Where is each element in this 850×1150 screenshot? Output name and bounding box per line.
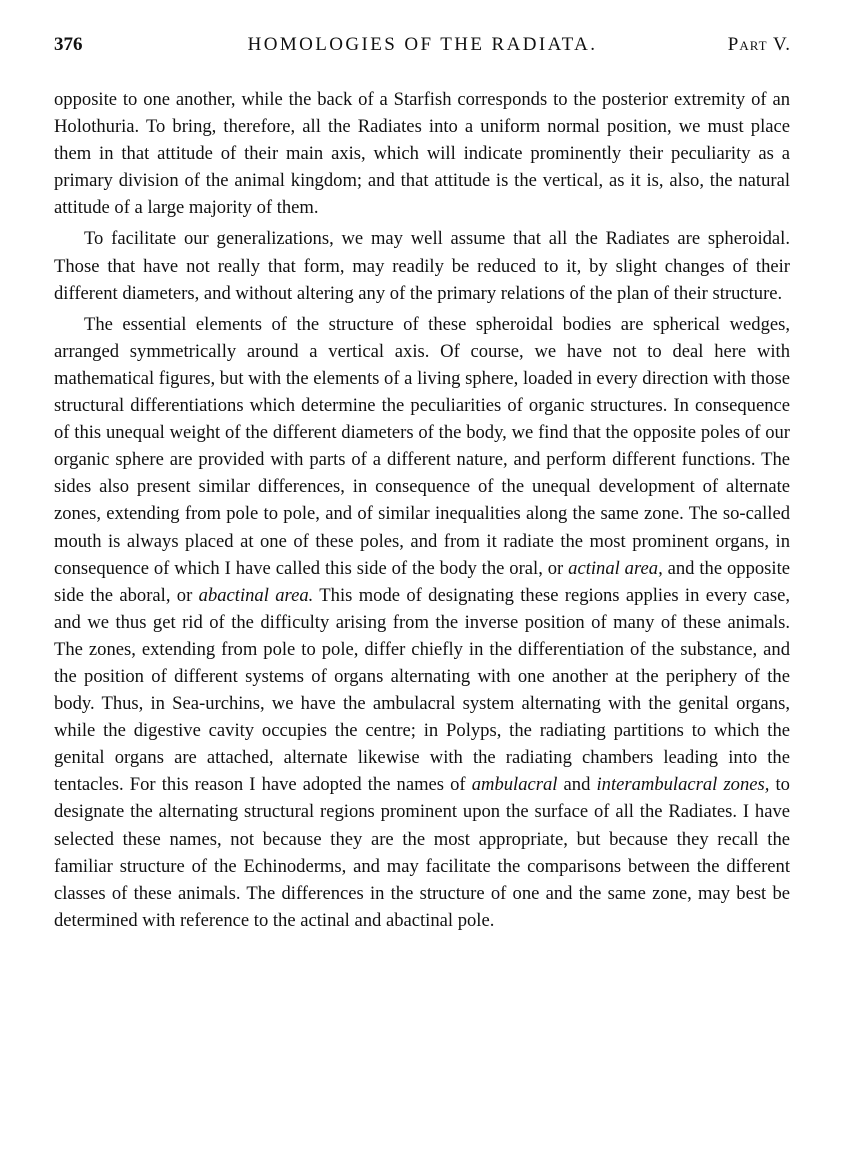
italic-term: ambulacral (471, 774, 558, 796)
running-title: HOMOLOGIES OF THE RADIATA. (247, 34, 598, 55)
text-run: To facilitate our generalizations, we may well assume that all the Radiates are spheroidal. Those that have not really that form, may readily be reduced to it, by slight changes of their different diameters, and without altering any of the primary relations of the plan of their structure. (54, 228, 790, 304)
italic-term: abactinal area. (198, 584, 314, 606)
text-run: and (557, 774, 597, 796)
italic-term: interambulacral zones, (596, 774, 770, 796)
page-number: 376 (54, 34, 83, 55)
text-run: The essential elements of the structure of these spheroidal bodies are spherical wedges, arranged symmetrically around a vertical axis. Of course, we have not to deal here with mathematical figures, but with the elements of a living sphere, loaded in every direction with those structural differentiations which determine the peculiarities of organic structures. In consequence of this unequal weight of the different diameters of the body, we find that the opposite poles of our organic sphere are provided with parts of a different nature, and perform different functions. The sides also present similar differences, in consequence of the unequal development of alternate zones, extending from pole to pole, and of similar inequalities along the same zone. The so-called mouth is always placed at one of these poles, and from it radiate the most prominent organs, in consequence of which I have called this side of the body the oral, or (54, 313, 790, 579)
running-header (54, 34, 791, 60)
text-run: and the opposite side the aboral, or (54, 557, 790, 606)
body-text (54, 86, 790, 938)
paragraph (54, 311, 790, 934)
paragraph (54, 225, 790, 306)
paragraph (54, 86, 790, 221)
text-run: This mode of designating these regions applies in every case, and we thus get rid of the difficulty arising from the inverse position of many of these animals. The zones, extending from pole to pole, differ chiefly in the differentiation of the substance, and the position of different systems of organs alternating with one another at the periphery of the body. Thus, in Sea-urchins, we have the ambulacral system alternating with the genital organs, while the digestive cavity occupies the centre; in Polyps, the radiating partitions to which the genital organs are attached, alternate likewise with the radiating chambers leading into the tentacles. For this reason I have adopted the names of (54, 584, 790, 796)
italic-term: actinal area, (568, 557, 663, 579)
text-run: opposite to one another, while the back of a Starfish corresponds to the posterior extremity of an Holothuria. To bring, therefore, all the Radiates into a uniform normal position, we must place them in that attitude of their main axis, which will indicate prominently their peculiarity as a primary division of the animal kingdom; and that attitude is the vertical, as it is, also, the natural attitude of a large majority of them. (54, 89, 790, 219)
part-label: Part V. (727, 34, 791, 55)
text-run: to designate the alternating structural regions prominent upon the surface of all the Radiates. I have selected these names, not because they are the most appropriate, but because they recall the familiar structure of the Echinoderms, and may facilitate the comparisons between the different classes of these animals. The differences in the structure of one and the same zone, may best be determined with reference to the actinal and abactinal pole. (54, 774, 790, 931)
